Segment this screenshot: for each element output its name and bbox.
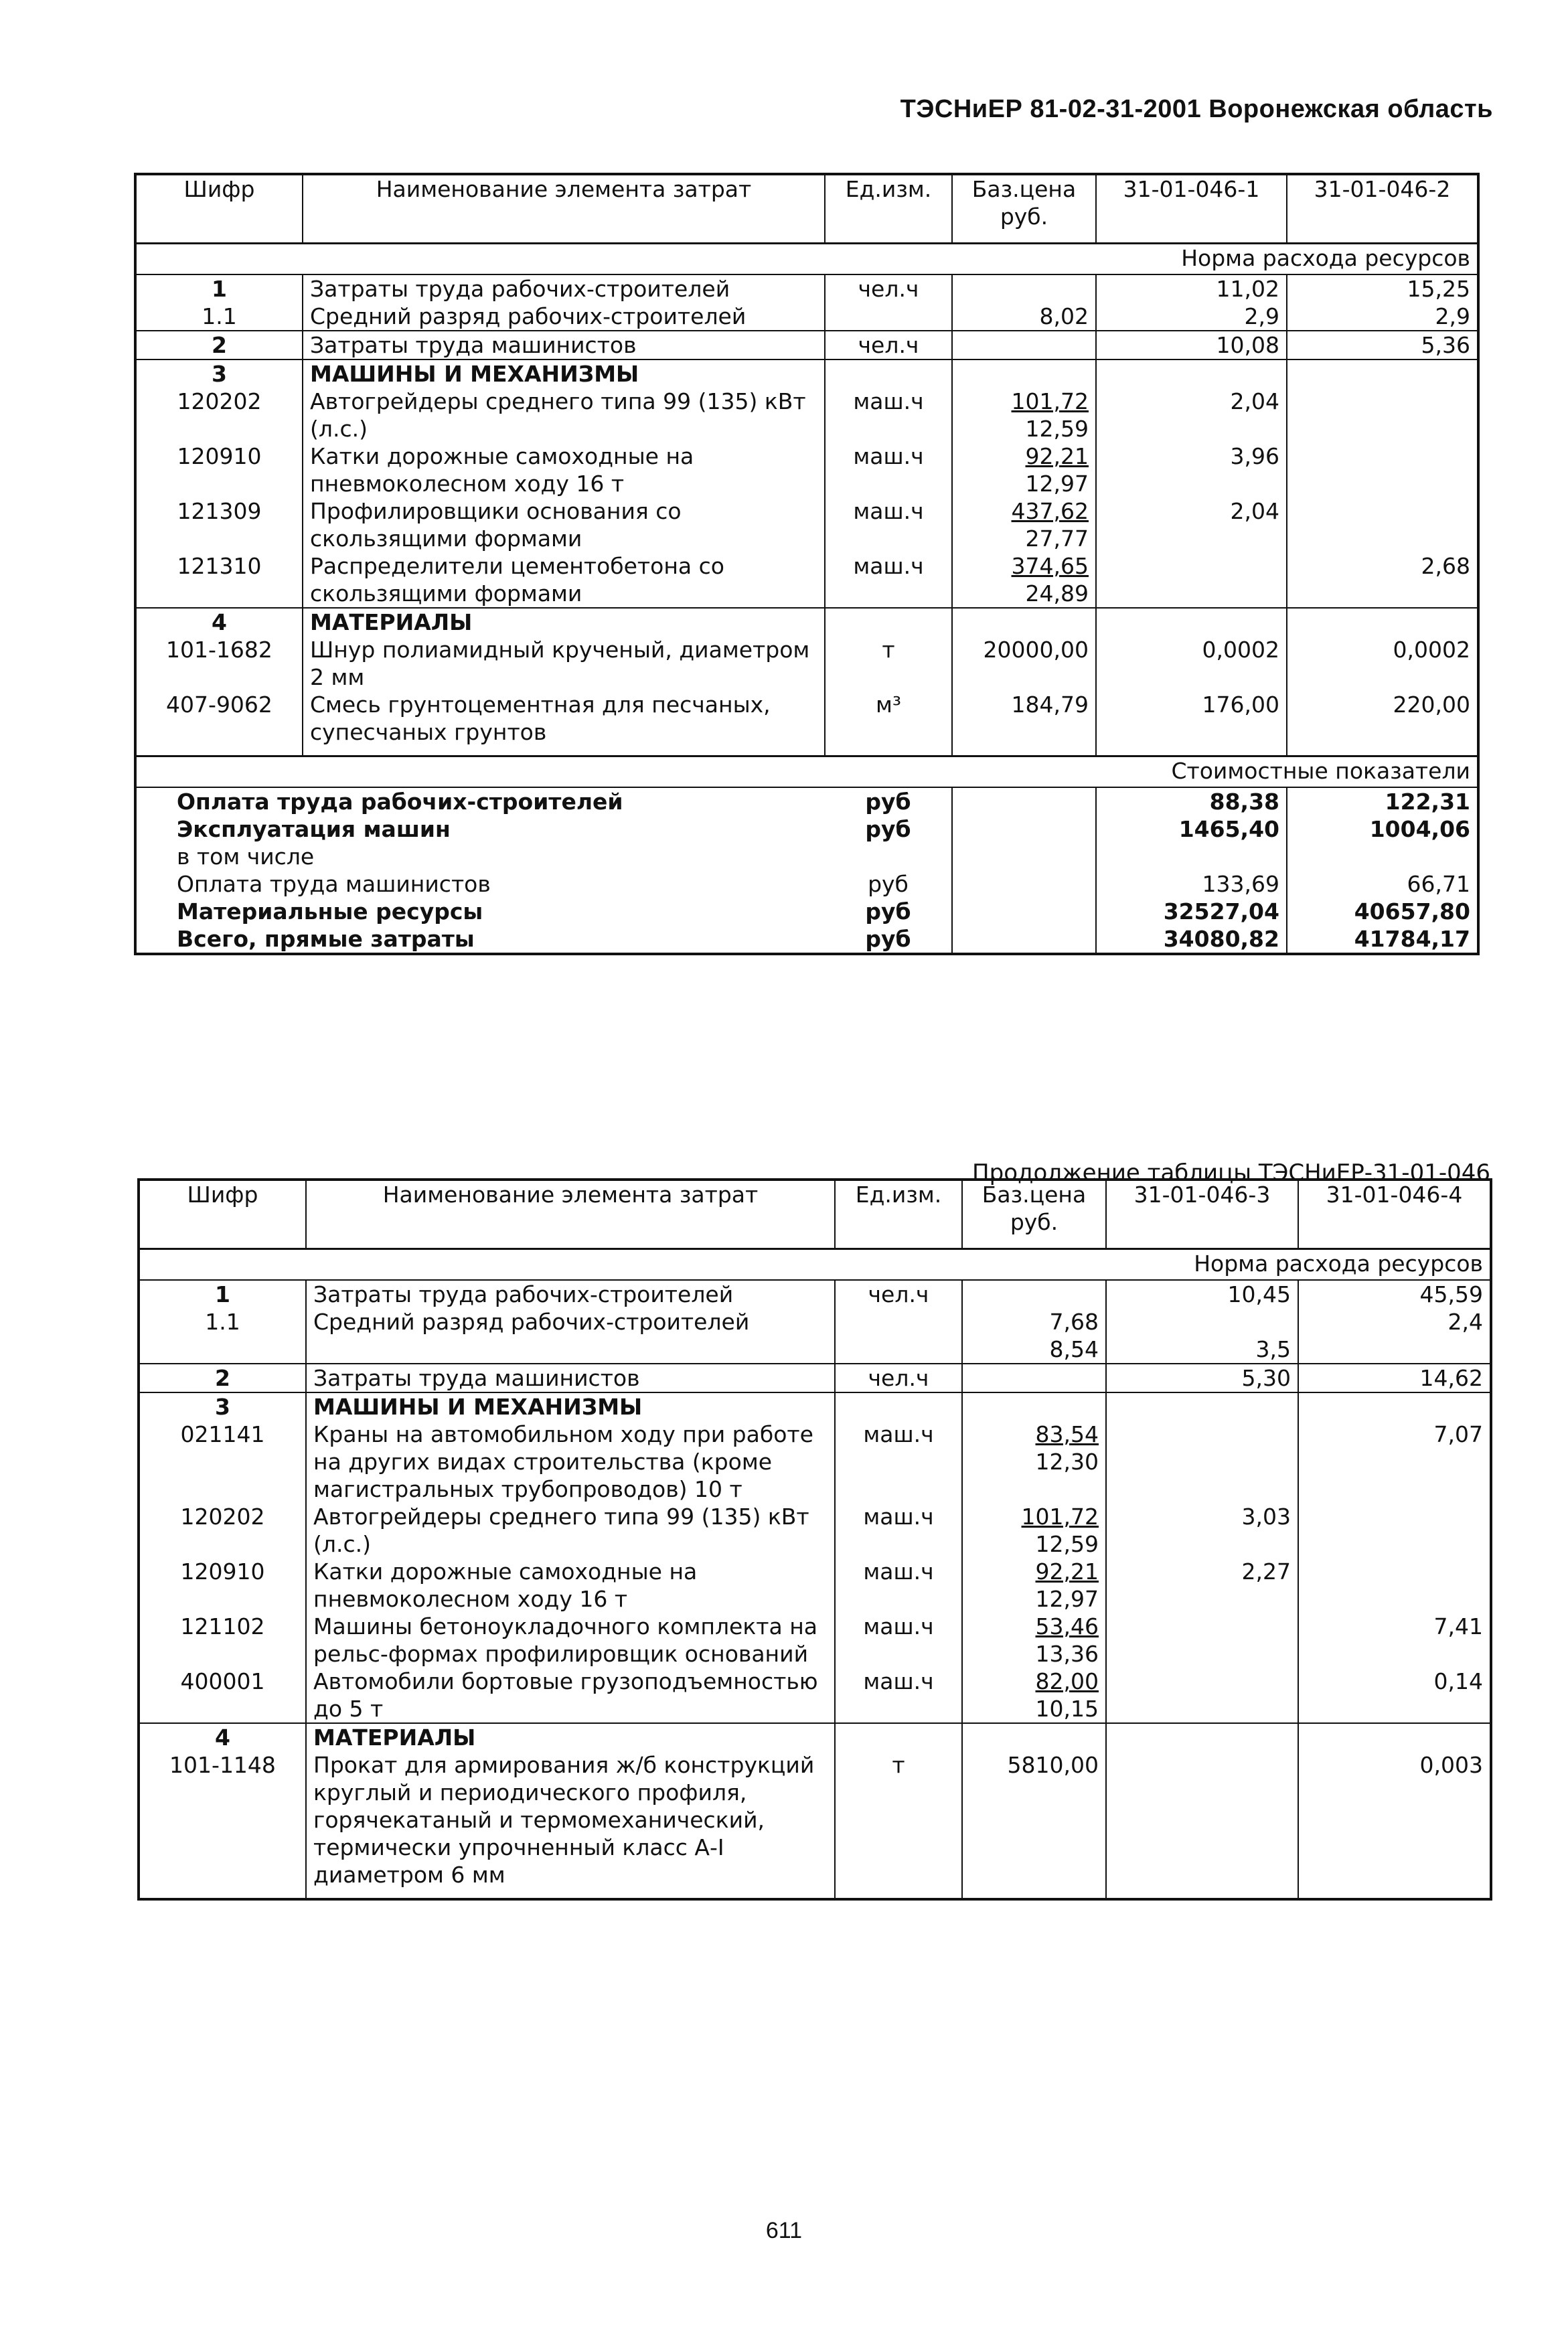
cell-price [962,1613,1106,1668]
spacer-cell [1106,1889,1298,1899]
header-unit: Ед.изм. [825,174,952,244]
table-row [139,1336,1491,1364]
summary-label: Оплата труда машинистов [177,871,491,897]
table-row [139,1308,1491,1336]
summary-empty [952,925,1096,954]
cell-col-a: 3,96 [1096,443,1287,497]
cell-price [952,497,1096,552]
price-wages: 12,59 [1025,416,1089,442]
cell-col-b: 0,14 [1298,1668,1491,1723]
price-wages: 12,97 [1025,471,1089,497]
cell-price: 8,54 [962,1336,1106,1364]
header-name: Наименование элемента затрат [303,174,825,244]
cell-col-a: 10,45 [1106,1280,1298,1308]
summary-col-a: 1465,40 [1096,815,1287,843]
cell-code: 3 [139,1392,306,1421]
norms-table-2 [137,1178,1492,1901]
cell-unit: маш.ч [835,1613,962,1668]
price-total: 83,54 [1035,1421,1099,1447]
summary-col-a: 133,69 [1096,870,1287,898]
cell-col-b [1298,1723,1491,1751]
header-col-a: 31-01-046-3 [1106,1180,1298,1249]
header-price: Баз.цена руб. [962,1180,1106,1249]
cell-name: МАШИНЫ И МЕХАНИЗМЫ [306,1392,835,1421]
cell-price: 5810,00 [962,1751,1106,1889]
cell-col-a: 2,9 [1096,303,1287,331]
spacer-cell [139,1889,306,1899]
cell-col-a: 2,04 [1096,497,1287,552]
cell-col-a [1106,1392,1298,1421]
price-wages: 12,97 [1035,1586,1099,1612]
cell-unit: м³ [825,691,952,746]
cell-price: 7,68 [962,1308,1106,1336]
cell-col-b: 0,0002 [1287,636,1478,691]
cell-col-a [1106,1751,1298,1889]
cell-unit [835,1723,962,1751]
cell-unit: маш.ч [835,1421,962,1503]
cell-code: 101-1682 [166,637,272,663]
table-row [139,1558,1491,1613]
spacer-cell [835,1889,962,1899]
cell-code: 1.1 [202,303,237,329]
cell-col-b: 45,59 [1298,1280,1491,1308]
summary-label: Эксплуатация машин [177,816,451,842]
cell-col-b: 5,36 [1287,331,1478,359]
cell-col-b [1287,388,1478,443]
cell-col-b [1287,608,1478,636]
cell-name: Машины бетоноукладочного комплекта на рельс-формах профилировщик оснований [306,1613,835,1668]
price-wages: 24,89 [1025,580,1089,607]
cell-code: 1 [135,274,303,303]
summary-col-a [1096,843,1287,870]
cell-name: Катки дорожные самоходные на пневмоколесном ходу 16 т [306,1558,835,1613]
cell-unit [835,1308,962,1336]
table-row [135,303,1478,331]
cell-col-b: 7,07 [1298,1421,1491,1503]
header-price: Баз.цена руб. [952,174,1096,244]
cell-col-a: 3,5 [1106,1336,1298,1364]
summary-col-b: 41784,17 [1287,925,1478,954]
norm-banner: Норма расхода ресурсов [135,244,1478,275]
cell-col-b: 7,41 [1298,1613,1491,1668]
cell-name: Автогрейдеры среднего типа 99 (135) кВт (л.с.) [303,388,825,443]
cell-name: Смесь грунтоцементная для песчаных, супесчаных грунтов [303,691,825,746]
spacer-cell [952,746,1096,756]
cell-name: Затраты труда рабочих-строителей [303,274,825,303]
cell-col-a [1106,1421,1298,1503]
cell-name: МАШИНЫ И МЕХАНИЗМЫ [303,359,825,388]
summary-col-a: 32527,04 [1096,898,1287,925]
cell-col-a: 10,08 [1096,331,1287,359]
cell-name: Шнур полиамидный крученый, диаметром 2 мм [303,636,825,691]
cell-name [306,1336,835,1364]
cell-unit [825,608,952,636]
cell-col-b: 220,00 [1287,691,1478,746]
cell-name: Средний разряд рабочих-строителей [303,303,825,331]
cell-unit: маш.ч [825,388,952,443]
price-wages: 12,59 [1035,1531,1099,1557]
cell-col-b [1287,443,1478,497]
header-col-a: 31-01-046-1 [1096,174,1287,244]
cell-code: 120202 [180,1504,265,1530]
cell-unit: маш.ч [825,443,952,497]
cell-col-b: 2,4 [1298,1308,1491,1336]
norm-banner-row [139,1249,1491,1281]
header-unit: Ед.изм. [835,1180,962,1249]
cell-price [952,552,1096,608]
summary-empty [952,898,1096,925]
table-row [139,1421,1491,1503]
cost-banner: Стоимостные показатели [135,756,1478,788]
page-header: ТЭСНиЕР 81-02-31-2001 Воронежская область [900,95,1493,123]
cell-code: 121310 [177,553,262,579]
price-wages: 27,77 [1025,526,1089,552]
spacer-cell [135,746,303,756]
summary-unit [825,843,952,870]
price-total: 53,46 [1035,1613,1099,1639]
cell-code [139,1336,306,1364]
price-wages: 10,15 [1035,1696,1099,1722]
norms-table-1 [134,173,1480,955]
table-row [139,1280,1491,1308]
summary-row [135,815,1478,843]
cell-col-b [1298,1503,1491,1558]
cell-col-a [1106,1723,1298,1751]
cell-unit: маш.ч [825,497,952,552]
cell-code: 1 [139,1280,306,1308]
cell-name: Автомобили бортовые грузоподъемностью до 5 т [306,1668,835,1723]
cell-name: МАТЕРИАЛЫ [306,1723,835,1751]
cell-col-b [1287,497,1478,552]
cell-col-a [1106,1308,1298,1336]
summary-unit: руб [868,871,909,897]
spacer-cell [825,746,952,756]
cell-price [962,1503,1106,1558]
spacer-row [135,746,1478,756]
cell-code: 2 [139,1364,306,1392]
summary-col-b: 1004,06 [1287,815,1478,843]
cell-col-b: 0,003 [1298,1751,1491,1889]
summary-row [135,925,1478,954]
cell-col-b [1298,1558,1491,1613]
cell-unit: маш.ч [835,1503,962,1558]
cell-name: Затраты труда машинистов [303,331,825,359]
norm-banner-row [135,244,1478,275]
cell-name: Автогрейдеры среднего типа 99 (135) кВт (л.с.) [306,1503,835,1558]
summary-col-b: 122,31 [1287,787,1478,815]
table-row [139,1392,1491,1421]
cell-col-b [1298,1392,1491,1421]
table-row [139,1613,1491,1668]
cell-code: 4 [135,608,303,636]
cell-col-b: 15,25 [1287,274,1478,303]
table-row [135,331,1478,359]
summary-row [135,787,1478,815]
spacer-cell [1096,746,1287,756]
price-wages: 13,36 [1035,1641,1099,1667]
table-row [135,388,1478,443]
summary-label: Материальные ресурсы [177,898,483,925]
cell-unit [825,359,952,388]
cell-col-a [1096,608,1287,636]
cell-name: Средний разряд рабочих-строителей [306,1308,835,1336]
cell-name: Затраты труда машинистов [306,1364,835,1392]
spacer-cell [1287,746,1478,756]
summary-row [135,843,1478,870]
cell-code: 121102 [180,1613,265,1639]
price-wages: 12,30 [1035,1449,1099,1475]
cell-price [962,1364,1106,1392]
cell-col-a: 2,27 [1106,1558,1298,1613]
price-total: 101,72 [1021,1504,1099,1530]
summary-empty [952,787,1096,815]
cell-unit: маш.ч [835,1558,962,1613]
summary-label: Всего, прямые затраты [177,926,475,952]
price-total: 92,21 [1035,1558,1099,1585]
cost-banner-row [135,756,1478,788]
cell-col-a: 11,02 [1096,274,1287,303]
header-code: Шифр [135,174,303,244]
summary-empty [952,815,1096,843]
cell-unit: чел.ч [825,331,952,359]
cell-price [952,274,1096,303]
norm-banner: Норма расхода ресурсов [139,1249,1491,1281]
price-total: 374,65 [1011,553,1089,579]
cell-col-a: 0,0002 [1096,636,1287,691]
cell-price [952,443,1096,497]
cell-name: Распределители цементобетона со скользящими формами [303,552,825,608]
cell-code: 101-1148 [169,1752,276,1778]
cell-price [962,1421,1106,1503]
table-row [135,691,1478,746]
summary-col-b [1287,843,1478,870]
price-total: 437,62 [1011,498,1089,524]
cell-code: 3 [135,359,303,388]
summary-unit: руб [865,898,911,925]
cell-col-a [1106,1668,1298,1723]
header-col-b: 31-01-046-2 [1287,174,1478,244]
cell-price [952,359,1096,388]
cell-price [962,1558,1106,1613]
cell-unit: маш.ч [835,1668,962,1723]
cell-col-b [1287,359,1478,388]
cell-name: Затраты труда рабочих-строителей [306,1280,835,1308]
header-row [139,1180,1491,1249]
table-row [135,636,1478,691]
cell-unit [835,1336,962,1364]
table-row [139,1751,1491,1889]
header-row [135,174,1478,244]
cell-price [952,388,1096,443]
header-name: Наименование элемента затрат [306,1180,835,1249]
cell-col-a [1106,1613,1298,1668]
summary-col-b: 66,71 [1287,870,1478,898]
cell-code: 120910 [177,443,262,469]
price-total: 92,21 [1025,443,1089,469]
cell-col-a: 2,04 [1096,388,1287,443]
summary-label: в том числе [177,844,315,870]
cell-unit: т [835,1751,962,1889]
cell-price [952,608,1096,636]
cell-name: Краны на автомобильном ходу при работе на других видах строительства (кроме магистральных трубопроводов) 10 т [306,1421,835,1503]
table-row [139,1723,1491,1751]
summary-col-a: 88,38 [1096,787,1287,815]
cell-col-a [1096,552,1287,608]
cell-code: 1.1 [205,1309,240,1335]
cell-unit: маш.ч [825,552,952,608]
cell-code: 400001 [180,1668,265,1694]
continuation-caption: Продолжение таблицы ТЭСНиЕР-31-01-046 [972,1159,1490,1186]
summary-row [135,870,1478,898]
cell-price [962,1280,1106,1308]
cell-col-b: 2,9 [1287,303,1478,331]
cell-name: МАТЕРИАЛЫ [303,608,825,636]
cell-name: Катки дорожные самоходные на пневмоколесном ходу 16 т [303,443,825,497]
header-code: Шифр [139,1180,306,1249]
cell-unit: чел.ч [835,1364,962,1392]
cell-col-b [1298,1336,1491,1364]
table-row [135,443,1478,497]
spacer-cell [962,1889,1106,1899]
table-row [139,1668,1491,1723]
header-col-b: 31-01-046-4 [1298,1180,1491,1249]
summary-empty [952,870,1096,898]
price-total: 82,00 [1035,1668,1099,1694]
summary-empty [952,843,1096,870]
summary-col-b: 40657,80 [1287,898,1478,925]
cell-name: Прокат для армирования ж/б конструкций круглый и периодического профиля, горячекатаный и термомеханический, термически упрочненный класс А-I диаметром 6 мм [306,1751,835,1889]
summary-row [135,898,1478,925]
cell-price [962,1392,1106,1421]
summary-col-a: 34080,82 [1096,925,1287,954]
table-row [135,359,1478,388]
cell-col-a: 3,03 [1106,1503,1298,1558]
summary-unit: руб [865,926,911,952]
cell-code: 120202 [177,388,262,414]
cell-unit [835,1392,962,1421]
table-row [139,1503,1491,1558]
cell-code: 407-9062 [166,692,272,718]
cell-price: 184,79 [952,691,1096,746]
table-row [135,552,1478,608]
cell-price [962,1668,1106,1723]
price-total: 101,72 [1011,388,1089,414]
cell-code: 2 [135,331,303,359]
cell-col-a: 5,30 [1106,1364,1298,1392]
cell-price: 8,02 [952,303,1096,331]
cell-code: 121309 [177,498,262,524]
table-row [135,274,1478,303]
cell-code: 4 [139,1723,306,1751]
cell-code: 021141 [180,1421,265,1447]
spacer-row [139,1889,1491,1899]
cell-col-b: 14,62 [1298,1364,1491,1392]
cell-unit: чел.ч [825,274,952,303]
spacer-cell [306,1889,835,1899]
cell-unit: чел.ч [835,1280,962,1308]
cell-col-b: 2,68 [1287,552,1478,608]
summary-label: Оплата труда рабочих-строителей [177,789,623,815]
cell-col-a [1096,359,1287,388]
summary-unit: руб [865,789,911,815]
cell-price: 20000,00 [952,636,1096,691]
summary-unit: руб [865,816,911,842]
cell-name: Профилировщики основания со скользящими формами [303,497,825,552]
cell-unit [825,303,952,331]
table-row [135,497,1478,552]
table-row [139,1364,1491,1392]
spacer-cell [1298,1889,1491,1899]
cell-code: 120910 [180,1558,265,1585]
cell-unit: т [825,636,952,691]
cell-price [962,1723,1106,1751]
cell-col-a: 176,00 [1096,691,1287,746]
page-number: 611 [765,2218,803,2243]
spacer-cell [303,746,825,756]
table-row [135,608,1478,636]
cell-price [952,331,1096,359]
